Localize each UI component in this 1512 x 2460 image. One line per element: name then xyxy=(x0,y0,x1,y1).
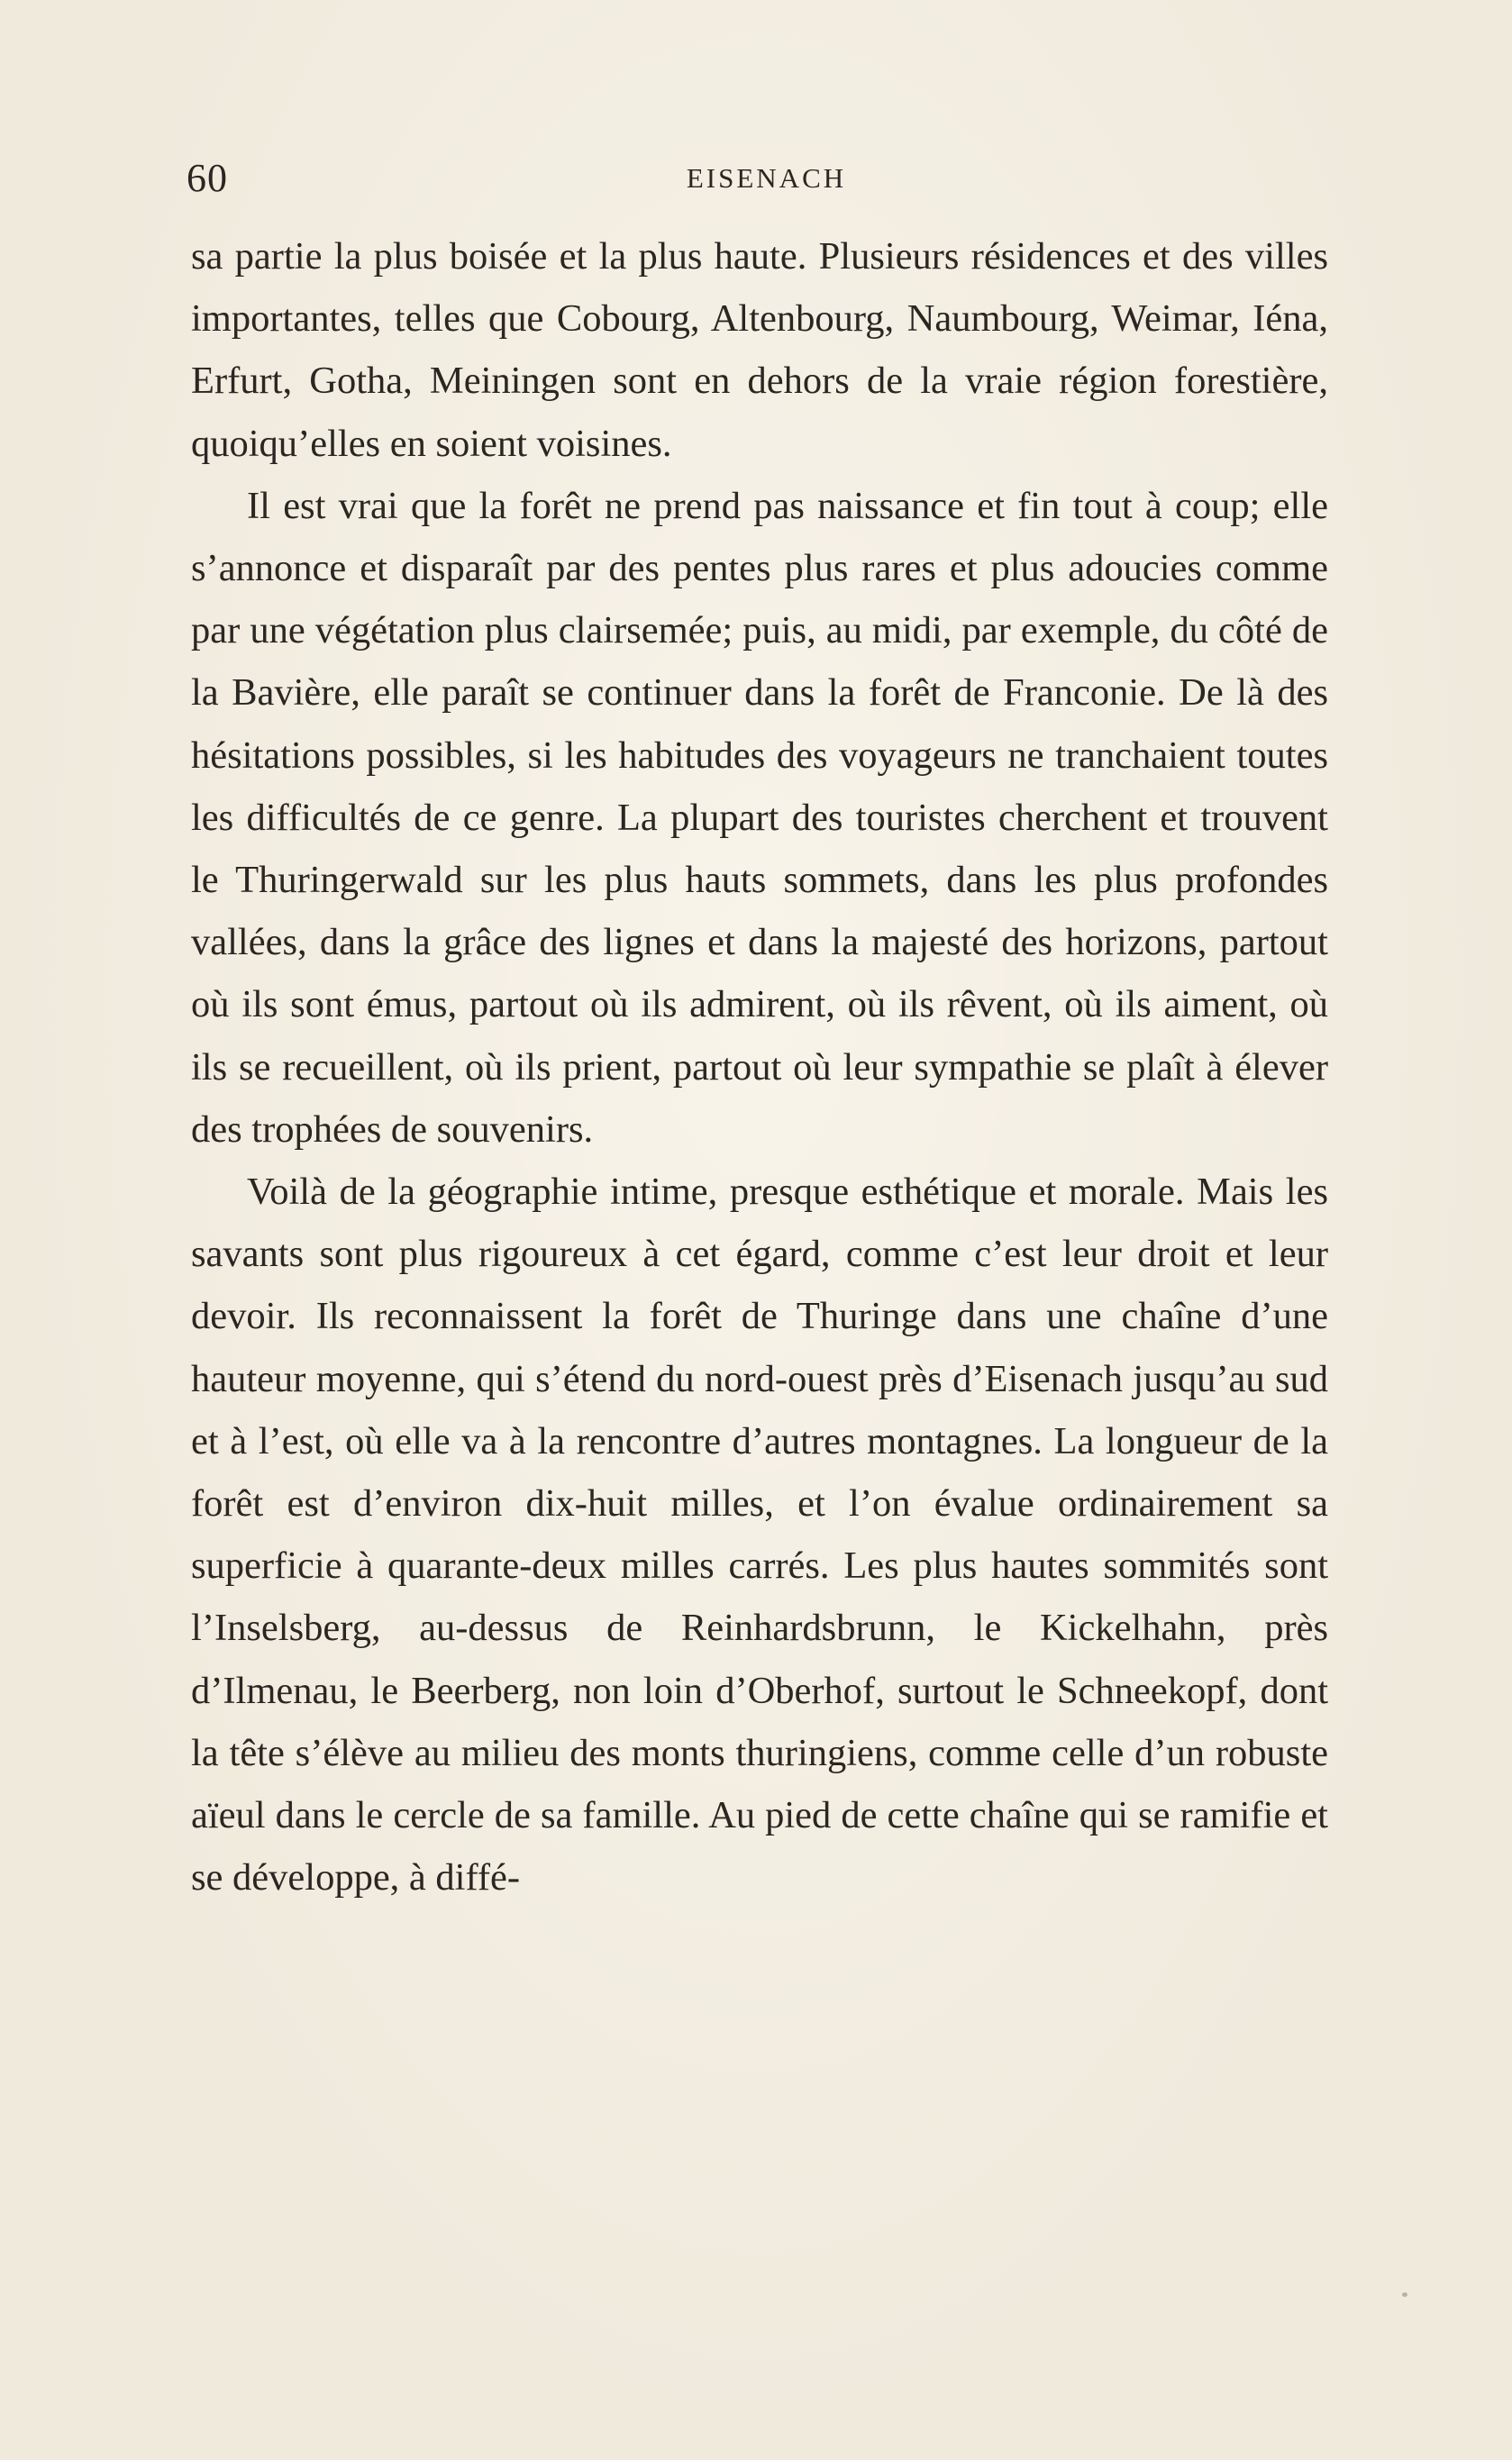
paragraph-3: Voilà de la géographie intime, presque esthétique et morale. Mais les savants sont plus rigoureux à cet égard, comme c’est leur droit et leur devoir. Ils reconnaissent la forêt de Thuringe dans une chaîne d’une hauteur moyenne, qui s’étend du nord-ouest près d’Eisenach jusqu’au sud et à l’est, où elle va à la rencontre d’autres montagnes. La longueur de la forêt est d’environ dix-huit milles, et l’on évalue ordinairement sa superficie à quarante-deux milles carrés. Les plus hautes sommités sont l’Inselsberg, au-dessus de Reinhardsbrunn, le Kickelhahn, près d’Ilmenau, le Beerberg, non loin d’Oberhof, surtout le Schneekopf, dont la tête s’élève au milieu des monts thuringiens, comme celle d’un robuste aïeul dans le cercle de sa famille. Au pied de cette chaîne qui se ramifie et se développe, à diffé- xyxy=(191,1171,1328,1900)
running-title: EISENACH xyxy=(686,162,847,194)
page-number: 60 xyxy=(187,156,228,200)
paper-speck xyxy=(1402,2292,1407,2297)
body-text xyxy=(191,225,1328,1909)
paragraph-2: Il est vrai que la forêt ne prend pas naissance et fin tout à coup; elle s’annonce et disparaît par des pentes plus rares et plus adoucies comme par une végétation plus clairsemée; puis, au midi, par exemple, du côté de la Bavière, elle paraît se continuer dans la forêt de Franconie. De là des hésitations possibles, si les habitudes des voyageurs ne tranchaient toutes les difficultés de ce genre. La plupart des touristes cherchent et trouvent le Thuringerwald sur les plus hauts sommets, dans les plus profondes vallées, dans la grâce des lignes et dans la majesté des horizons, partout où ils sont émus, partout où ils admirent, où ils rêvent, où ils aiment, où ils se recueillent, où ils prient, partout où leur sympathie se plaît à élever des trophées de souvenirs. xyxy=(191,484,1328,1151)
page-header xyxy=(187,151,1346,205)
paragraph-1: sa partie la plus boisée et la plus haute. Plusieurs résidences et des villes importantes, telles que Cobourg, Altenbourg, Naumbourg, Weimar, Iéna, Erfurt, Gotha, Meiningen sont en dehors de la vraie région forestière, quoiqu’elles en soient voisines. xyxy=(191,235,1328,465)
